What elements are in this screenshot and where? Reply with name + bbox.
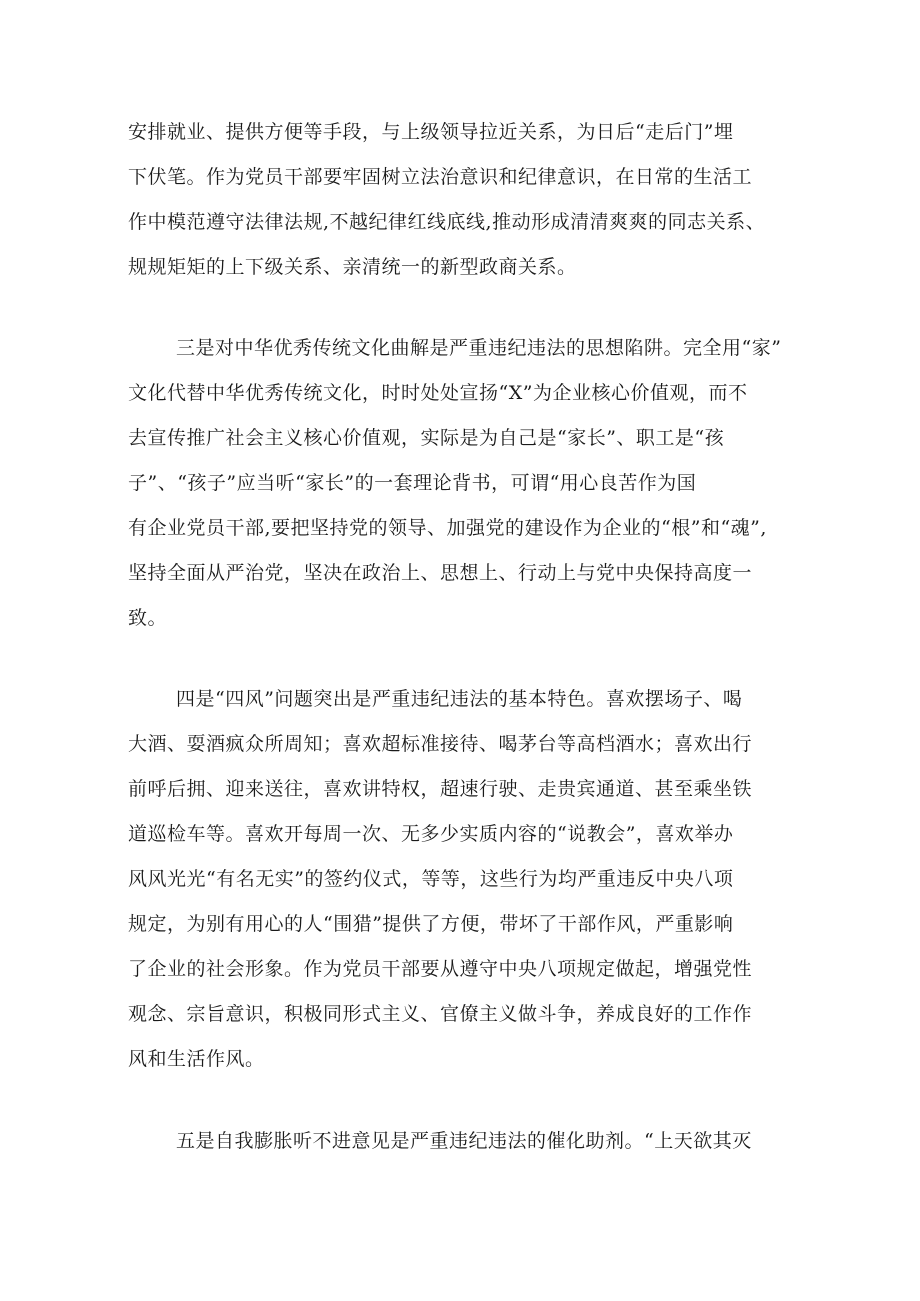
text-line: 去宣传推广社会主义核心价值观，实际是为自己是“家长”、职工是“孩 [128, 427, 725, 449]
text-line: 文化代替中华优秀传统文化，时时处处宣扬“X”为企业核心价值观，而不 [128, 382, 748, 404]
text-line: 风风光光“有名无实”的签约仪式，等等，这些行为均严重违反中央八项 [128, 868, 734, 890]
text-line: 道巡检车等。喜欢开每周一次、无多少实质内容的“说教会”，喜欢举办 [128, 823, 734, 845]
text-line: 五是自我膨胀听不进意见是严重违纪违法的催化助剂。“上天欲其灭 [176, 1130, 752, 1152]
text-line: 前呼后拥、迎来送往，喜欢讲特权，超速行驶、走贵宾通道、甚至乘坐铁 [128, 778, 753, 800]
text-line: 有企业党员干部,要把坚持党的领导、加强党的建设作为企业的“根”和“魂”, [128, 517, 767, 539]
text-line: 下伏笔。作为党员干部要牢固树立法治意识和纪律意识，在日常的生活工 [128, 166, 753, 188]
text-line: 了企业的社会形象。作为党员干部要从遵守中央八项规定做起，增强党性 [128, 958, 753, 980]
text-line: 作中模范遵守法律法规,不越纪律红线底线,推动形成清清爽爽的同志关系、 [128, 211, 766, 233]
text-line: 安排就业、提供方便等手段，与上级领导拉近关系，为日后“走后门”埋 [128, 121, 734, 143]
text-line: 风和生活作风。 [128, 1048, 265, 1070]
text-line: 规规矩矩的上下级关系、亲清统一的新型政商关系。 [128, 256, 577, 278]
text-line: 子”、“孩子”应当听“家长”的一套理论背书，可谓“用心良苦作为国 [128, 472, 697, 494]
text-line: 坚持全面从严治党，坚决在政治上、思想上、行动上与党中央保持高度一 [128, 562, 753, 584]
text-line: 三是对中华优秀传统文化曲解是严重违纪违法的思想陷阱。完全用“家” [176, 337, 782, 359]
text-line: 大酒、耍酒疯众所周知；喜欢超标准接待、喝茅台等高档酒水；喜欢出行 [128, 733, 753, 755]
text-line: 观念、宗旨意识，积极同形式主义、官僚主义做斗争，养成良好的工作作 [128, 1003, 753, 1025]
text-line: 规定，为别有用心的人“围猎”提供了方便，带坏了干部作风，严重影响 [128, 913, 734, 935]
text-line: 致。 [128, 607, 168, 629]
text-line: 四是“四风”问题突出是严重违纪违法的基本特色。喜欢摆场子、喝 [176, 688, 743, 710]
